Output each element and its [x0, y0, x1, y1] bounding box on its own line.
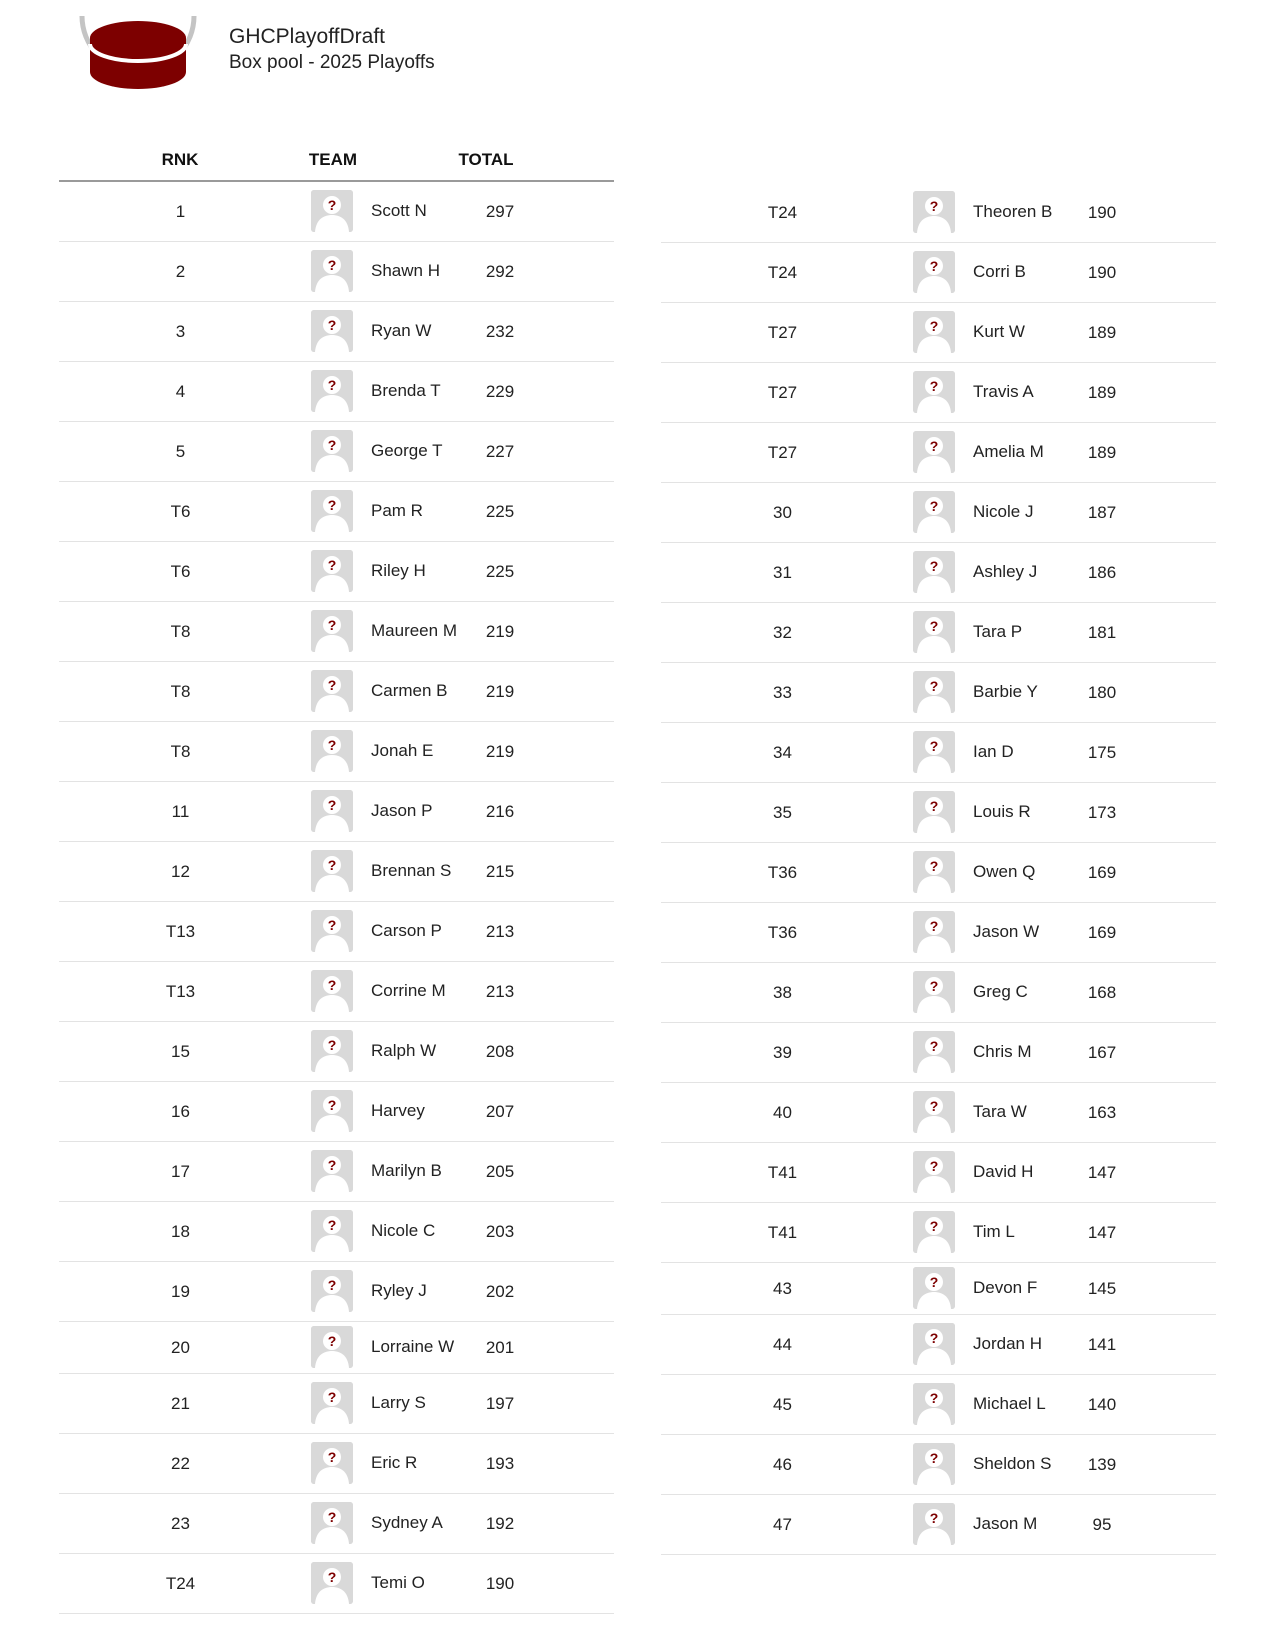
rank-cell: T8: [170, 622, 191, 641]
team-name[interactable]: Travis A: [973, 382, 1034, 401]
unknown-user-avatar-icon[interactable]: [913, 1031, 955, 1073]
svg-text:?: ?: [929, 1038, 939, 1054]
total-points: 208: [485, 1042, 515, 1061]
svg-text:?: ?: [929, 438, 939, 454]
unknown-user-avatar-icon[interactable]: [913, 1211, 955, 1253]
unknown-user-avatar-icon[interactable]: [311, 190, 353, 232]
standings-row[interactable]: [59, 662, 614, 722]
rank-cell: T27: [767, 323, 798, 342]
svg-text:?: ?: [327, 1509, 337, 1525]
unknown-user-avatar-icon[interactable]: [311, 970, 353, 1012]
rank-cell: 31: [773, 563, 792, 582]
unknown-user-avatar-icon[interactable]: [311, 910, 353, 952]
total-points: 139: [1087, 1455, 1117, 1474]
team-name[interactable]: Owen Q: [973, 862, 1036, 881]
team-name[interactable]: Brenda T: [371, 381, 441, 400]
team-name[interactable]: Chris M: [973, 1042, 1032, 1061]
standings-row[interactable]: [59, 842, 614, 902]
team-name[interactable]: Jordan H: [973, 1334, 1042, 1353]
team-name[interactable]: Theoren B: [973, 201, 1053, 221]
total-points: 207: [485, 1102, 515, 1121]
team-name[interactable]: Carson P: [371, 921, 442, 940]
standings-row[interactable]: [59, 1022, 614, 1082]
total-points: 201: [485, 1338, 515, 1357]
team-name[interactable]: Corri B: [973, 262, 1026, 281]
standings-row[interactable]: [661, 963, 1216, 1023]
rank-cell: T27: [767, 443, 798, 462]
unknown-user-avatar-icon[interactable]: [311, 1150, 353, 1192]
standings-row[interactable]: [661, 663, 1216, 723]
rank-cell: 1: [175, 202, 186, 221]
svg-text:?: ?: [327, 797, 337, 813]
rank-cell: 34: [773, 743, 792, 762]
standings-row[interactable]: [59, 962, 614, 1022]
rank-cell: T27: [767, 383, 798, 402]
total-points: 189: [1087, 383, 1117, 402]
total-points: 225: [485, 502, 515, 521]
team-name[interactable]: Lorraine W: [371, 1337, 455, 1356]
team-name[interactable]: Tara W: [973, 1102, 1027, 1121]
total-points: 189: [1087, 323, 1117, 342]
svg-text:?: ?: [327, 197, 337, 213]
total-points: 227: [485, 442, 515, 461]
svg-text:?: ?: [327, 1449, 337, 1465]
standings-row[interactable]: [59, 1082, 614, 1142]
total-points: 192: [485, 1514, 515, 1533]
svg-text:?: ?: [327, 677, 337, 693]
unknown-user-avatar-icon[interactable]: [913, 1323, 955, 1365]
rank-cell: 15: [171, 1042, 190, 1061]
team-name[interactable]: Larry S: [371, 1393, 426, 1412]
svg-text:?: ?: [929, 1390, 939, 1406]
svg-text:?: ?: [327, 1217, 337, 1233]
unknown-user-avatar-icon[interactable]: [311, 1502, 353, 1544]
rank-cell: T41: [767, 1223, 798, 1242]
team-name[interactable]: Amelia M: [973, 442, 1044, 461]
rank-cell: 20: [171, 1338, 190, 1357]
total-points: 213: [485, 922, 515, 941]
standings-row[interactable]: [661, 1435, 1216, 1495]
svg-text:?: ?: [929, 558, 939, 574]
rank-cell: T24: [767, 263, 798, 282]
total-points: 190: [1087, 202, 1117, 222]
team-name[interactable]: Nicole C: [371, 1221, 436, 1240]
unknown-user-avatar-icon[interactable]: [311, 790, 353, 832]
unknown-user-avatar-icon[interactable]: [311, 1382, 353, 1424]
team-name[interactable]: Brennan S: [371, 861, 452, 880]
unknown-user-avatar-icon[interactable]: [913, 551, 955, 593]
team-name[interactable]: George T: [371, 441, 443, 460]
unknown-user-avatar-icon[interactable]: [311, 850, 353, 892]
unknown-user-avatar-icon[interactable]: [311, 490, 353, 532]
rank-cell: 44: [773, 1335, 792, 1354]
svg-text:?: ?: [327, 437, 337, 453]
rank-cell: 40: [773, 1103, 792, 1122]
svg-text:?: ?: [929, 1510, 939, 1526]
standings-row[interactable]: [59, 1262, 614, 1322]
team-name[interactable]: Tara P: [973, 622, 1023, 641]
unknown-user-avatar-icon[interactable]: [913, 1503, 955, 1545]
team-name[interactable]: Michael L: [973, 1394, 1046, 1413]
total-points: 168: [1087, 983, 1117, 1002]
standings-row[interactable]: [59, 302, 614, 362]
standings-row[interactable]: [59, 1434, 614, 1494]
standings-row[interactable]: [59, 602, 614, 662]
total-points: 219: [485, 682, 515, 701]
team-name[interactable]: Sydney A: [371, 1513, 443, 1532]
team-name[interactable]: Eric R: [371, 1453, 418, 1472]
svg-text:?: ?: [929, 858, 939, 874]
standings-row[interactable]: [59, 542, 614, 602]
unknown-user-avatar-icon[interactable]: [913, 1267, 955, 1309]
team-name[interactable]: Jason M: [973, 1514, 1038, 1533]
standings-row[interactable]: [661, 182, 1216, 243]
standings-row[interactable]: [661, 783, 1216, 843]
standings-row[interactable]: [661, 1375, 1216, 1435]
team-name[interactable]: Kurt W: [973, 322, 1025, 341]
rank-cell: 23: [171, 1514, 190, 1533]
unknown-user-avatar-icon[interactable]: [913, 191, 955, 233]
rank-cell: 39: [773, 1043, 792, 1062]
total-points: 181: [1087, 623, 1117, 642]
unknown-user-avatar-icon[interactable]: [311, 250, 353, 292]
unknown-user-avatar-icon[interactable]: [913, 371, 955, 413]
unknown-user-avatar-icon[interactable]: [913, 491, 955, 533]
unknown-user-avatar-icon[interactable]: [311, 370, 353, 412]
total-points: 203: [485, 1222, 515, 1241]
team-name[interactable]: Shawn H: [371, 261, 440, 280]
rank-cell: T36: [767, 923, 798, 942]
pool-subtitle: Box pool - 2025 Playoffs: [229, 52, 435, 73]
total-points: 167: [1087, 1043, 1117, 1062]
unknown-user-avatar-icon[interactable]: [311, 1210, 353, 1252]
team-name[interactable]: Temi O: [371, 1573, 425, 1592]
rank-cell: 5: [175, 442, 186, 461]
unknown-user-avatar-icon[interactable]: [311, 730, 353, 772]
rank-cell: 33: [773, 683, 792, 702]
total-points: 193: [485, 1454, 515, 1473]
rank-cell: T24: [767, 202, 798, 222]
svg-text:?: ?: [929, 1098, 939, 1114]
unknown-user-avatar-icon[interactable]: [311, 1270, 353, 1312]
unknown-user-avatar-icon[interactable]: [913, 671, 955, 713]
rank-cell: 47: [773, 1515, 792, 1534]
standings-row[interactable]: [59, 1142, 614, 1202]
standings-row[interactable]: [661, 1315, 1216, 1375]
standings-row[interactable]: [661, 543, 1216, 603]
rank-cell: 12: [171, 862, 190, 881]
svg-text:?: ?: [929, 1330, 939, 1346]
svg-text:?: ?: [929, 618, 939, 634]
standings-row[interactable]: [59, 1322, 614, 1374]
standings-row[interactable]: [661, 303, 1216, 363]
total-points: 169: [1087, 863, 1117, 882]
unknown-user-avatar-icon[interactable]: [913, 1091, 955, 1133]
rank-cell: T13: [165, 982, 196, 1001]
team-name[interactable]: Maureen M: [371, 621, 457, 640]
unknown-user-avatar-icon[interactable]: [913, 731, 955, 773]
svg-text:?: ?: [929, 498, 939, 514]
team-column-header: TEAM: [308, 150, 358, 169]
standings-row[interactable]: [661, 903, 1216, 963]
rank-cell: 32: [773, 623, 792, 642]
total-points: 297: [485, 202, 515, 221]
rank-cell: 2: [175, 262, 186, 281]
unknown-user-avatar-icon[interactable]: [311, 1562, 353, 1604]
total-points: 205: [485, 1162, 515, 1181]
standings-row[interactable]: [59, 1494, 614, 1554]
total-points: 219: [485, 622, 515, 641]
svg-text:?: ?: [327, 1569, 337, 1585]
standings-row[interactable]: [661, 243, 1216, 303]
team-name[interactable]: Marilyn B: [371, 1161, 442, 1180]
total-points: 216: [485, 802, 515, 821]
standings-row[interactable]: [661, 1143, 1216, 1203]
total-points: 180: [1087, 683, 1117, 702]
svg-text:?: ?: [327, 1037, 337, 1053]
total-points: 140: [1087, 1395, 1117, 1414]
svg-text:?: ?: [327, 917, 337, 933]
rank-cell: T6: [170, 502, 191, 521]
rank-cell: 45: [773, 1395, 792, 1414]
rank-cell: T8: [170, 682, 191, 701]
team-name[interactable]: Pam R: [371, 501, 423, 520]
rank-cell: T24: [165, 1574, 196, 1593]
rank-cell: 4: [175, 382, 186, 401]
standings-row[interactable]: [661, 1083, 1216, 1143]
standings-row[interactable]: [661, 1495, 1216, 1555]
svg-text:?: ?: [327, 617, 337, 633]
team-name[interactable]: Corrine M: [371, 981, 446, 1000]
total-points: 147: [1087, 1223, 1117, 1242]
svg-text:?: ?: [327, 557, 337, 573]
standings-row[interactable]: [661, 1023, 1216, 1083]
team-name[interactable]: Ashley J: [973, 562, 1038, 581]
rank-cell: 35: [773, 803, 792, 822]
total-points: 186: [1087, 563, 1117, 582]
total-points: 215: [485, 862, 515, 881]
total-points: 213: [485, 982, 515, 1001]
rank-cell: 16: [171, 1102, 190, 1121]
rank-cell: 3: [175, 322, 186, 341]
unknown-user-avatar-icon[interactable]: [913, 911, 955, 953]
standings-row[interactable]: [59, 362, 614, 422]
team-name[interactable]: Ian D: [973, 742, 1014, 761]
standings-row[interactable]: [59, 182, 614, 242]
standings-row[interactable]: [59, 1554, 614, 1614]
unknown-user-avatar-icon[interactable]: [913, 1383, 955, 1425]
svg-text:?: ?: [929, 1218, 939, 1234]
team-name[interactable]: Greg C: [973, 982, 1028, 1001]
total-points: 147: [1087, 1163, 1117, 1182]
team-name[interactable]: Ryley J: [371, 1281, 427, 1300]
team-name[interactable]: Tim L: [973, 1222, 1015, 1241]
svg-text:?: ?: [327, 857, 337, 873]
svg-text:?: ?: [327, 1389, 337, 1405]
standings-row[interactable]: [59, 482, 614, 542]
rank-cell: 38: [773, 983, 792, 1002]
rank-cell: 17: [171, 1162, 190, 1181]
svg-text:?: ?: [929, 1450, 939, 1466]
total-points: 163: [1087, 1103, 1117, 1122]
hockey-puck-logo-icon: [78, 6, 198, 114]
rank-cell: T6: [170, 562, 191, 581]
svg-text:?: ?: [327, 1157, 337, 1173]
total-points: 169: [1087, 923, 1117, 942]
svg-text:?: ?: [929, 678, 939, 694]
total-points: 175: [1087, 743, 1117, 762]
unknown-user-avatar-icon[interactable]: [311, 310, 353, 352]
team-name[interactable]: Jason W: [973, 922, 1040, 941]
svg-text:?: ?: [929, 197, 939, 214]
standings-row[interactable]: [59, 422, 614, 482]
standings-row[interactable]: [59, 1374, 614, 1434]
unknown-user-avatar-icon[interactable]: [311, 430, 353, 472]
total-points: 141: [1087, 1335, 1117, 1354]
svg-text:?: ?: [929, 918, 939, 934]
total-points: 190: [485, 1574, 515, 1593]
total-points: 232: [485, 322, 515, 341]
unknown-user-avatar-icon[interactable]: [311, 1030, 353, 1072]
standings-row[interactable]: [661, 843, 1216, 903]
unknown-user-avatar-icon[interactable]: [913, 1443, 955, 1485]
total-points: 173: [1087, 803, 1117, 822]
total-points: 189: [1087, 443, 1117, 462]
standings-row[interactable]: [661, 723, 1216, 783]
standings-row[interactable]: [661, 1203, 1216, 1263]
unknown-user-avatar-icon[interactable]: [913, 251, 955, 293]
rank-cell: 21: [171, 1394, 190, 1413]
standings-row[interactable]: [661, 423, 1216, 483]
svg-text:?: ?: [327, 377, 337, 393]
rank-cell: 43: [773, 1279, 792, 1298]
team-name[interactable]: Ralph W: [371, 1041, 437, 1060]
total-points: 190: [1087, 263, 1117, 282]
unknown-user-avatar-icon[interactable]: [913, 311, 955, 353]
total-points: 197: [485, 1394, 515, 1413]
rank-cell: 11: [171, 802, 190, 821]
team-name[interactable]: Barbie Y: [973, 682, 1038, 701]
rank-cell: T8: [170, 742, 191, 761]
unknown-user-avatar-icon[interactable]: [311, 1090, 353, 1132]
page-header: [229, 24, 435, 76]
rank-cell: T13: [165, 922, 196, 941]
svg-text:?: ?: [327, 1333, 337, 1349]
team-name[interactable]: Jason P: [371, 801, 433, 820]
rank-cell: T36: [767, 863, 798, 882]
team-name[interactable]: Carmen B: [371, 681, 448, 700]
unknown-user-avatar-icon[interactable]: [311, 550, 353, 592]
unknown-user-avatar-icon[interactable]: [913, 1151, 955, 1193]
team-name[interactable]: Sheldon S: [973, 1454, 1052, 1473]
total-points: 145: [1087, 1279, 1117, 1298]
team-name[interactable]: Scott N: [371, 201, 427, 220]
svg-text:?: ?: [929, 978, 939, 994]
standings-row[interactable]: [661, 1263, 1216, 1315]
standings-row[interactable]: [661, 363, 1216, 423]
standings-row[interactable]: [59, 902, 614, 962]
total-points: 202: [485, 1282, 515, 1301]
total-points: 219: [485, 742, 515, 761]
total-points: 225: [485, 562, 515, 581]
svg-text:?: ?: [327, 737, 337, 753]
svg-text:?: ?: [327, 977, 337, 993]
team-name[interactable]: Riley H: [371, 561, 426, 580]
team-name[interactable]: Devon F: [973, 1278, 1038, 1297]
team-name[interactable]: David H: [973, 1162, 1034, 1181]
total-points: 187: [1087, 503, 1117, 522]
rank-cell: 22: [171, 1454, 190, 1473]
standings-row[interactable]: [59, 1202, 614, 1262]
svg-text:?: ?: [929, 798, 939, 814]
unknown-user-avatar-icon[interactable]: [913, 971, 955, 1013]
unknown-user-avatar-icon[interactable]: [311, 610, 353, 652]
total-points: 292: [485, 262, 515, 281]
unknown-user-avatar-icon[interactable]: [913, 851, 955, 893]
standings-row[interactable]: [661, 483, 1216, 543]
unknown-user-avatar-icon[interactable]: [913, 431, 955, 473]
svg-text:?: ?: [327, 497, 337, 513]
team-name[interactable]: Jonah E: [371, 741, 434, 760]
team-name[interactable]: Louis R: [973, 802, 1031, 821]
rank-cell: T41: [767, 1163, 798, 1182]
total-points: 95: [1092, 1515, 1112, 1534]
standings-row[interactable]: [59, 722, 614, 782]
standings-row[interactable]: [661, 603, 1216, 663]
unknown-user-avatar-icon[interactable]: [311, 1326, 353, 1368]
svg-text:?: ?: [327, 257, 337, 273]
svg-text:?: ?: [929, 378, 939, 394]
unknown-user-avatar-icon[interactable]: [913, 611, 955, 653]
standings-row[interactable]: [59, 782, 614, 842]
svg-text:?: ?: [327, 1277, 337, 1293]
standings-row[interactable]: [59, 242, 614, 302]
rank-column-header: RNK: [161, 150, 199, 169]
team-name[interactable]: Ryan W: [371, 321, 432, 340]
team-name[interactable]: Harvey: [371, 1101, 425, 1120]
svg-text:?: ?: [929, 318, 939, 334]
svg-text:?: ?: [327, 317, 337, 333]
rank-cell: 30: [773, 503, 792, 522]
svg-text:?: ?: [929, 258, 939, 274]
svg-text:?: ?: [929, 738, 939, 754]
rank-cell: 19: [171, 1282, 190, 1301]
unknown-user-avatar-icon[interactable]: [311, 1442, 353, 1484]
total-column-header: TOTAL: [458, 150, 514, 169]
total-points: 229: [485, 382, 515, 401]
svg-text:?: ?: [929, 1158, 939, 1174]
unknown-user-avatar-icon[interactable]: [311, 670, 353, 712]
svg-text:?: ?: [929, 1274, 939, 1290]
rank-cell: 18: [171, 1222, 190, 1241]
rank-cell: 46: [773, 1455, 792, 1474]
app-title: GHCPlayoffDraft: [229, 25, 385, 48]
svg-text:?: ?: [327, 1097, 337, 1113]
team-name[interactable]: Nicole J: [973, 502, 1034, 521]
unknown-user-avatar-icon[interactable]: [913, 791, 955, 833]
